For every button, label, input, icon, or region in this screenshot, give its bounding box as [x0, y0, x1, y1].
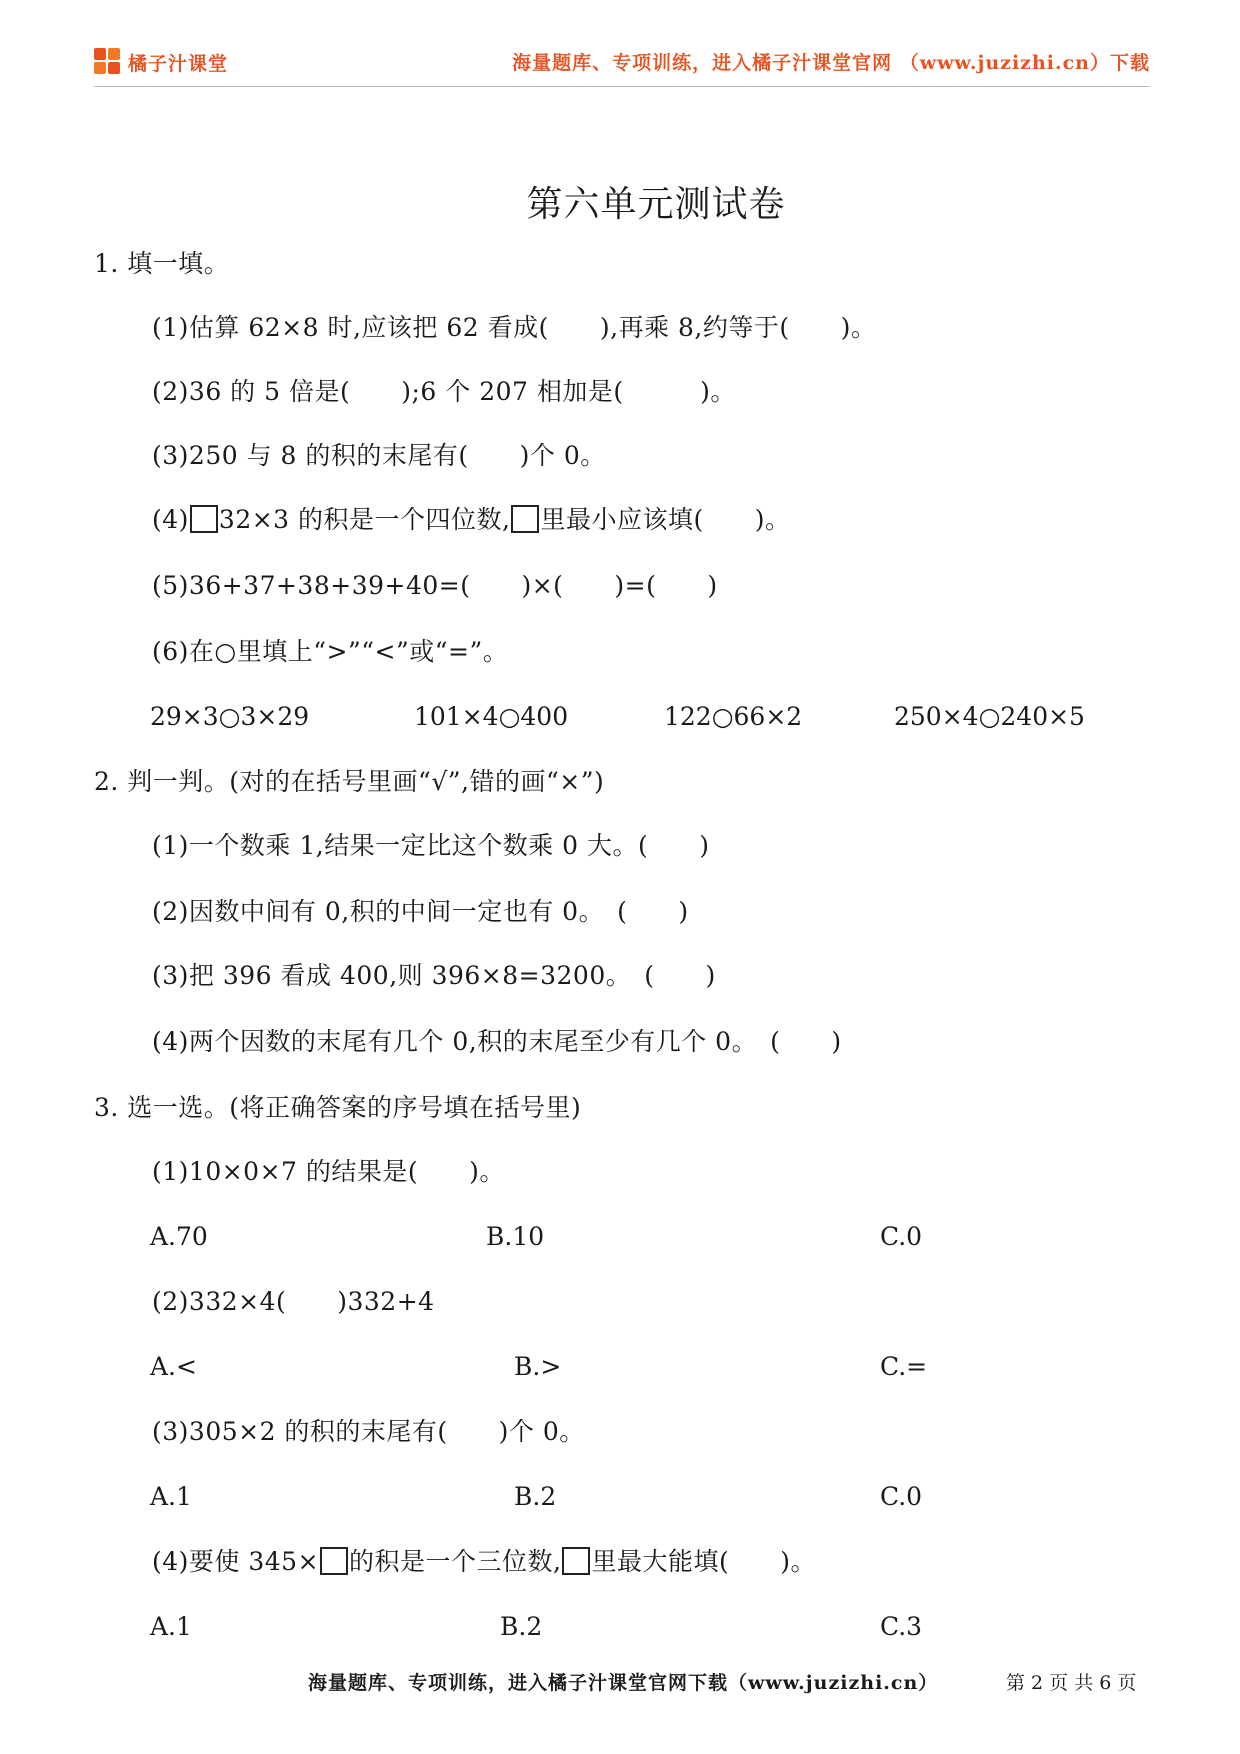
option-c: C.0: [880, 1222, 923, 1251]
q2-heading: 2. 判一判。(对的在括号里画“√”,错的画“×”): [94, 767, 605, 796]
q3-item-4-text: (4)要使 345×: [152, 1547, 320, 1576]
q1-item-4-text: 32×3 的积是一个四位数,: [218, 505, 511, 534]
page-footer: [0, 1668, 1240, 1698]
logo-text: 橘子汁课堂: [128, 52, 229, 75]
q3-heading: 3. 选一选。(将正确答案的序号填在括号里): [94, 1093, 582, 1122]
logo: [94, 46, 228, 78]
q1-item-4-tail: 里最小应该填( )。: [540, 505, 791, 534]
q3-item-4-options: [0, 1612, 1240, 1646]
blank-box: [511, 505, 539, 533]
logo-squares-icon: [94, 48, 122, 76]
q2-item-2: (2)因数中间有 0,积的中间一定也有 0。 ( ): [152, 897, 689, 926]
q1-item-1: (1)估算 62×8 时,应该把 62 看成( ),再乘 8,约等于( )。: [152, 313, 877, 342]
option-c: C.3: [880, 1612, 923, 1641]
option-a: A.1: [150, 1482, 192, 1511]
q1-item-5: (5)36+37+38+39+40=( )×( )=( ): [152, 571, 718, 600]
blank-box: [562, 1547, 590, 1575]
compare-row: [150, 702, 1150, 736]
header-slogan: 海量题库、专项训练，进入橘子汁课堂官网 （www.juzizhi.cn）下载: [512, 52, 1150, 74]
q3-item-2-options: [0, 1352, 1240, 1386]
q3-item-1: (1)10×0×7 的结果是( )。: [152, 1157, 505, 1186]
compare-expression: 122○66×2: [664, 702, 803, 731]
option-a: A.1: [150, 1612, 192, 1641]
q3-item-4: [152, 1546, 816, 1578]
option-b: B.2: [500, 1612, 543, 1641]
compare-expression: 101×4○400: [414, 702, 569, 731]
footer-slogan: 海量题库、专项训练，进入橘子汁课堂官网下载（www.juzizhi.cn）: [308, 1672, 939, 1694]
header-divider: [94, 86, 1150, 87]
page-number: 第 2 页 共 6 页: [1006, 1672, 1137, 1694]
option-b: B.10: [486, 1222, 545, 1251]
q3-item-3: (3)305×2 的积的末尾有( )个 0。: [152, 1417, 585, 1446]
q3-item-1-options: [0, 1222, 1240, 1256]
page-title: 第六单元测试卷: [526, 184, 786, 225]
q1-item-6: (6)在○里填上“>”“<”或“=”。: [152, 637, 509, 666]
q1-item-4-number: (4): [152, 505, 189, 534]
option-b: B.>: [514, 1352, 562, 1381]
q2-item-4: (4)两个因数的末尾有几个 0,积的末尾至少有几个 0。 ( ): [152, 1027, 842, 1056]
option-c: C.=: [880, 1352, 928, 1381]
q3-item-4-tail: 里最大能填( )。: [591, 1547, 816, 1576]
option-a: A.<: [150, 1352, 197, 1381]
q3-item-3-options: [0, 1482, 1240, 1516]
compare-expression: 250×4○240×5: [894, 702, 1085, 731]
option-c: C.0: [880, 1482, 923, 1511]
option-b: B.2: [514, 1482, 557, 1511]
q1-item-2: (2)36 的 5 倍是( );6 个 207 相加是( )。: [152, 377, 736, 406]
blank-box: [320, 1547, 348, 1575]
q2-item-1: (1)一个数乘 1,结果一定比这个数乘 0 大。( ): [152, 831, 710, 860]
q1-item-3: (3)250 与 8 的积的末尾有( )个 0。: [152, 441, 606, 470]
q3-item-2: (2)332×4( )332+4: [152, 1287, 435, 1316]
compare-expression: 29×3○3×29: [150, 702, 310, 731]
q1-heading: 1. 填一填。: [94, 249, 230, 278]
blank-box: [190, 505, 218, 533]
option-a: A.70: [150, 1222, 208, 1251]
q3-item-4-middle: 的积是一个三位数,: [349, 1547, 562, 1576]
q1-item-4: [152, 504, 791, 536]
q2-item-3: (3)把 396 看成 400,则 396×8=3200。 ( ): [152, 961, 716, 990]
page-header: [94, 42, 1150, 82]
